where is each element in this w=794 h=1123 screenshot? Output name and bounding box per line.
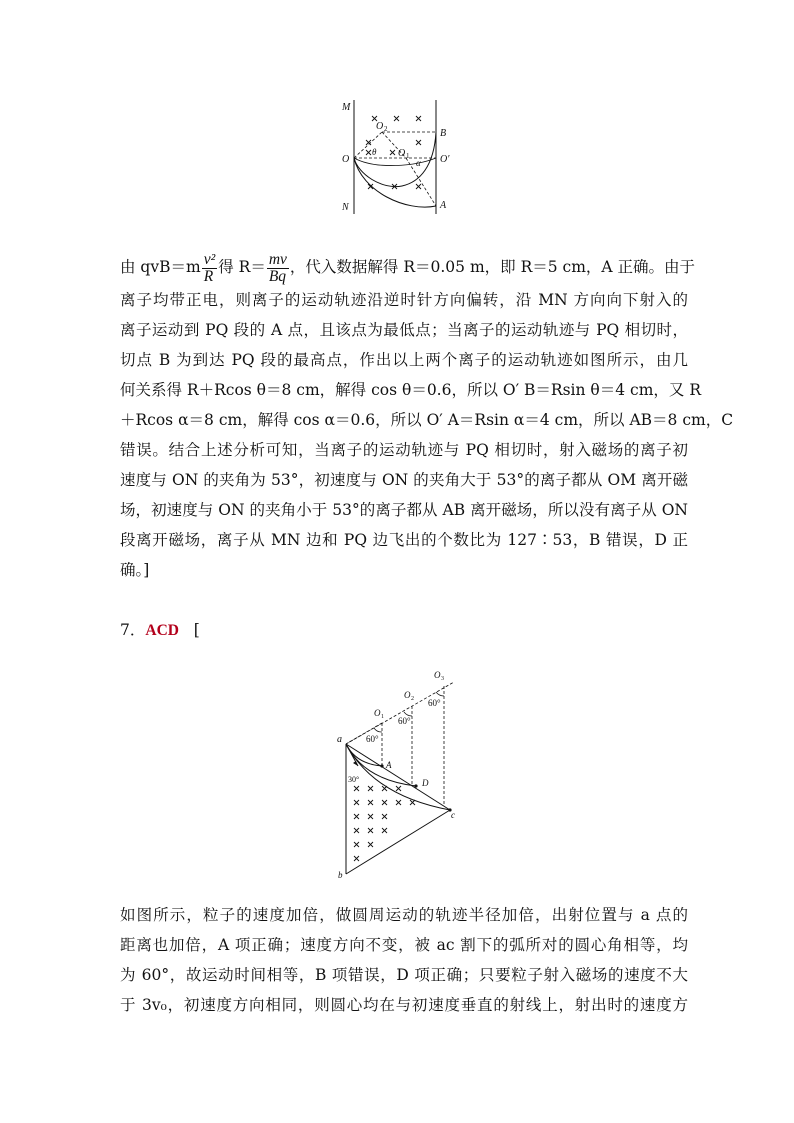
question-number: 7． [120,621,146,639]
label-B: B [440,128,447,139]
figure-magnetic-field-2 [334,668,464,880]
para1-line-11: 确。] [120,560,150,579]
label-A: A [440,200,447,211]
answer-ACD: ACD [145,622,179,639]
figure2-diagram [334,668,464,880]
label-Oprime: O′ [440,154,450,165]
para2-line-2: 距离也加倍，A 项正确；速度方向不变，被 ac 割下的弧所对的圆心角相等，均 [120,936,688,954]
para1-line-8: 速度与 ON 的夹角为 53°，初速度与 ON 的夹角大于 53°的离子都从 OM 离开磁 [120,470,688,489]
label-M: M [342,102,351,113]
fraction-mv-over-Bq [267,252,289,285]
figure1-diagram [336,96,466,216]
label-O: O [342,154,350,165]
para2-line-4: 于 3v₀，初速度方向相同，则圆心均在与初速度垂直的射线上，射出时的速度方 [120,996,688,1014]
label-D: D [422,778,429,788]
label-theta: θ [372,147,377,157]
label-O2-sub: 2 [411,696,414,702]
label-a: a [337,734,342,745]
para1-line-9: 场，初速度与 ON 的夹角小于 53°的离子都从 AB 离开磁场，所以没有离子从 ON [120,500,688,519]
para1-line-3: 离子运动到 PQ 段的 A 点，且该点为最低点；当离子的运动轨迹与 PQ 相切时， [120,320,688,339]
label-O3: O [434,670,441,680]
para1-line-10: 段离开磁场，离子从 MN 边和 PQ 边飞出的个数比为 127∶53，B 错误，D 正 [120,530,688,549]
solution-paragraph-7 [120,900,688,1020]
label-alpha: α [416,158,421,168]
label-O1: O [374,708,381,718]
para1-line-1 [120,250,696,285]
label-A: A [386,760,392,770]
para2-line-1: 如图所示，粒子的速度加倍，做圆周运动的轨迹半径加倍，出射位置与 a 点的 [120,906,688,924]
label-O2-sub: 2 [384,125,388,133]
label-O1: O [398,148,406,159]
label-O2: O [376,121,384,132]
label-O1-sub: 1 [381,714,384,720]
label-O1-sub: 1 [406,152,410,160]
para1-line-4: 切点 B 为到达 PQ 段的最高点，作出以上两个离子的运动轨迹如图所示，由几 [120,350,688,369]
label-N: N [342,202,349,213]
para1-line-1b: 得 R＝ [218,258,266,276]
para1-line-1c: ，代入数据解得 R＝0.05 m，即 R＝5 cm，A 正确。由于 [289,258,696,276]
label-angle-60-1: 60° [366,734,379,744]
label-angle-60-2: 60° [398,716,411,726]
figure-magnetic-field-1 [336,96,466,216]
para1-line-1a: 由 qvB＝m [120,258,201,276]
para2-line-3: 为 60°，故运动时间相等，B 项错误，D 项正确；只要粒子射入磁场的速度不大 [120,966,688,984]
question-7-header [120,618,200,640]
bracket-open: [ [193,621,200,639]
frac1-den: R [203,267,214,285]
para1-line-6: ＋Rcos α＝8 cm，解得 cos α＝0.6，所以 O′ A＝Rsin α＝4 cm，所以 AB＝8 cm，C [120,410,734,429]
label-O2: O [404,690,411,700]
label-O3-sub: 3 [441,676,444,682]
label-b: b [338,870,343,880]
para1-line-2: 离子均带正电，则离子的运动轨迹沿逆时针方向偏转，沿 MN 方向向下射入的 [120,290,688,309]
frac1-num: v² [203,250,216,268]
solution-paragraph-6 [120,250,734,585]
para1-line-5: 何关系得 R＋Rcos θ＝8 cm，解得 cos θ＝0.6，所以 O′ B＝Rsin θ＝4 cm，又 R [120,380,702,399]
para1-line-7: 错误。结合上述分析可知，当离子的运动轨迹与 PQ 相切时，射入磁场的离子初 [120,440,688,459]
fraction-v2-over-R [202,252,218,285]
label-angle-30: 30° [348,775,360,784]
label-angle-60-3: 60° [428,698,441,708]
label-c: c [451,810,455,820]
frac2-num: mv [268,250,287,268]
frac2-den: Bq [268,267,287,285]
